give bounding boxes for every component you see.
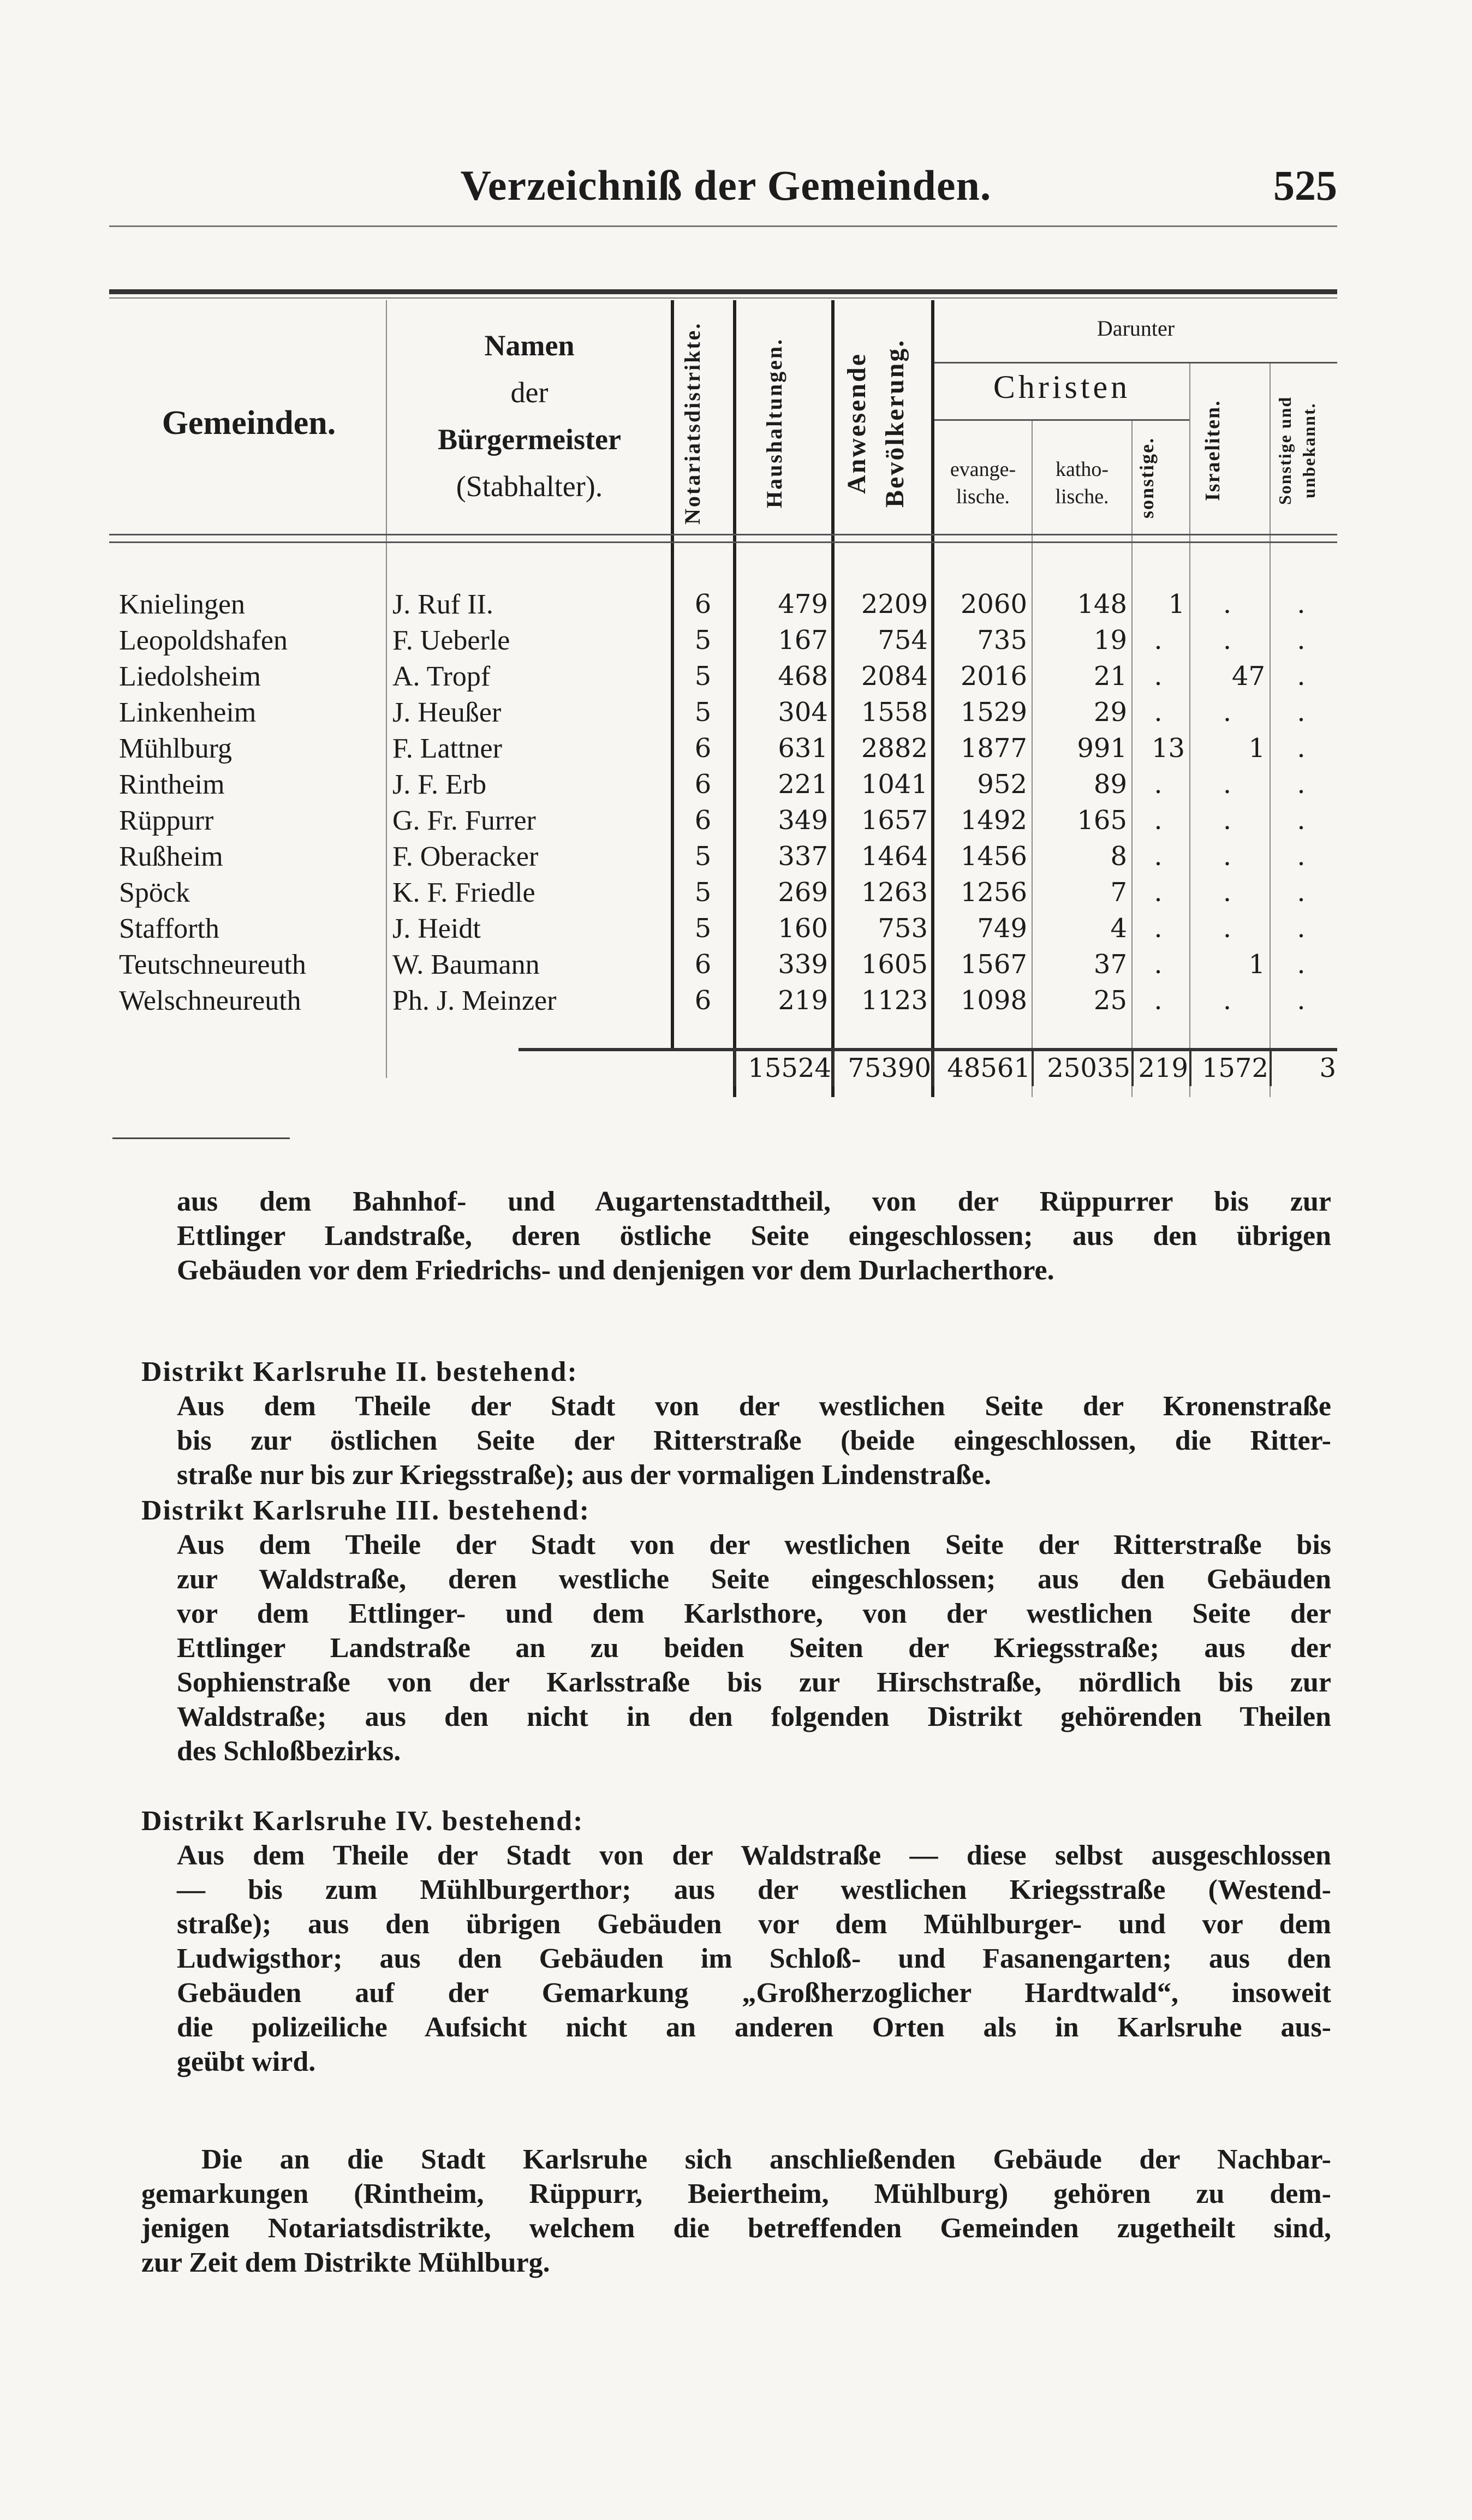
table-row <box>112 623 1337 658</box>
text-line: Sophienstraße von der Karlsstraße bis zur Hirschstraße, nördlich bis zur <box>177 1667 1331 1698</box>
cell-protestant: 1098 <box>960 985 1027 1016</box>
cell-israelites: 1 <box>1248 733 1265 764</box>
table-row <box>112 803 1337 838</box>
text-line: die polizeiliche Aufsicht nicht an anderen Orten als in Karlsruhe aus- <box>177 2012 1331 2043</box>
cell-households: 304 <box>778 697 828 728</box>
cell-municipality: Rüppurr <box>119 805 214 836</box>
table-top-rule-thin <box>109 297 1337 299</box>
cell-other-unknown: . <box>1297 949 1306 980</box>
cell-catholic: 21 <box>1093 661 1127 692</box>
district-heading: Distrikt Karlsruhe III. bestehend: <box>141 1495 591 1526</box>
cell-catholic: 148 <box>1077 589 1127 619</box>
header-rule <box>109 225 1337 227</box>
cell-notary-district: 5 <box>694 661 712 692</box>
cell-other-christian: 13 <box>1151 733 1185 764</box>
table-row <box>112 947 1337 982</box>
cell-notary-district: 5 <box>694 841 712 872</box>
cell-catholic: 19 <box>1093 625 1127 656</box>
header-bevoelkerung <box>838 317 928 529</box>
cell-population: 2882 <box>861 733 928 764</box>
table-row <box>112 983 1337 1018</box>
header-katholische <box>1033 456 1131 510</box>
cell-mayor: F. Oberacker <box>392 841 539 872</box>
district-paragraph <box>141 1804 1331 2079</box>
text-line: bis zur östlichen Seite der Ritterstraße (beide eingeschlossen, die Ritter- <box>177 1425 1331 1456</box>
cell-mayor: F. Ueberle <box>392 625 510 656</box>
cell-mayor: J. Ruf II. <box>392 589 493 620</box>
cell-municipality: Rintheim <box>119 769 225 800</box>
table-header-bottom-rule <box>109 534 1337 535</box>
cell-households: 219 <box>778 985 828 1016</box>
cell-other-unknown: . <box>1297 841 1306 872</box>
table-row <box>112 695 1337 730</box>
cell-mayor: K. F. Friedle <box>392 877 535 908</box>
text-line: Gebäuden auf der Gemarkung „Großherzoglicher Hardtwald“, insoweit <box>177 1977 1331 2009</box>
cell-notary-district: 5 <box>694 625 712 656</box>
cell-other-unknown: . <box>1297 589 1306 619</box>
cell-municipality: Spöck <box>119 877 190 908</box>
text-line: straße nur bis zur Kriegsstraße); aus der vormaligen Lindenstraße. <box>177 1459 992 1491</box>
cell-other-unknown: . <box>1297 877 1306 908</box>
cell-israelites: . <box>1223 985 1232 1016</box>
cell-municipality: Mühlburg <box>119 733 233 764</box>
cell-notary-district: 6 <box>694 805 712 836</box>
cell-municipality: Knielingen <box>119 589 246 620</box>
christen-rule <box>934 419 1189 421</box>
header-sonstige-unbekannt <box>1273 371 1334 529</box>
cell-population: 753 <box>878 913 928 944</box>
header-sonstige-unbekannt-line: unbekannt. <box>1299 402 1319 498</box>
totals-row <box>112 1051 1337 1086</box>
cell-population: 1464 <box>861 841 928 872</box>
text-line: gemarkungen (Rintheim, Rüppurr, Beiertheim, Mühlburg) gehören zu dem- <box>141 2178 1331 2209</box>
text-line: Aus dem Theile der Stadt von der westlichen Seite der Kronenstraße <box>177 1391 1331 1422</box>
table-row <box>112 839 1337 874</box>
cell-municipality: Linkenheim <box>119 697 257 728</box>
total-other-christian: 219 <box>1131 1051 1189 1086</box>
cell-notary-district: 6 <box>694 985 712 1016</box>
cell-other-christian: . <box>1154 913 1163 944</box>
header-sonstige-unbekannt-line: Sonstige und <box>1275 396 1295 505</box>
cell-mayor: A. Tropf <box>392 661 491 692</box>
cell-other-unknown: . <box>1297 661 1306 692</box>
cell-households: 339 <box>778 949 828 980</box>
table-row <box>112 767 1337 802</box>
cell-municipality: Welschneureuth <box>119 985 301 1016</box>
cell-other-christian: . <box>1154 661 1163 692</box>
cell-protestant: 1567 <box>960 949 1027 980</box>
table-row <box>112 659 1337 694</box>
cell-population: 754 <box>878 625 928 656</box>
header-israeliten: Israeliten. <box>1201 400 1224 501</box>
cell-municipality: Leopoldshafen <box>119 625 288 656</box>
paragraph <box>141 2142 1331 2280</box>
cell-population: 1263 <box>861 877 928 908</box>
cell-mayor: G. Fr. Furrer <box>392 805 536 836</box>
cell-population: 1558 <box>861 697 928 728</box>
text-line: zur Zeit dem Distrikte Mühlburg. <box>141 2247 550 2278</box>
cell-households: 479 <box>778 589 828 619</box>
cell-notary-district: 5 <box>694 697 712 728</box>
district-paragraph <box>141 1355 1331 1492</box>
cell-catholic: 8 <box>1110 841 1127 872</box>
footnote-rule <box>112 1137 290 1139</box>
text-line: des Schloßbezirks. <box>177 1736 401 1767</box>
paragraph <box>141 1184 1331 1288</box>
cell-protestant: 735 <box>977 625 1027 656</box>
header-sonstige: sonstige. <box>1136 437 1158 519</box>
header-namen <box>388 322 671 510</box>
cell-other-christian: . <box>1154 985 1163 1016</box>
cell-mayor: J. Heußer <box>392 697 502 728</box>
cell-mayor: J. F. Erb <box>392 769 487 800</box>
header-namen-line: (Stabhalter). <box>456 470 603 503</box>
cell-protestant: 749 <box>977 913 1027 944</box>
district-heading: Distrikt Karlsruhe II. bestehend: <box>141 1356 578 1387</box>
cell-other-unknown: . <box>1297 769 1306 800</box>
cell-israelites: 1 <box>1248 949 1265 980</box>
text-line: Die an die Stadt Karlsruhe sich anschließenden Gebäude der Nachbar- <box>201 2144 1331 2175</box>
cell-municipality: Liedolsheim <box>119 661 261 692</box>
cell-other-unknown: . <box>1297 697 1306 728</box>
text-line: aus dem Bahnhof- und Augartenstadttheil, von der Rüppurrer bis zur <box>177 1186 1331 1217</box>
cell-protestant: 1877 <box>960 733 1027 764</box>
cell-households: 337 <box>778 841 828 872</box>
cell-israelites: . <box>1223 769 1232 800</box>
header-namen-line: Bürgermeister <box>438 423 621 456</box>
text-line: Aus dem Theile der Stadt von der Waldstraße — diese selbst ausgeschlossen <box>177 1840 1331 1871</box>
cell-protestant: 1529 <box>960 697 1027 728</box>
header-evangelische <box>934 456 1032 510</box>
cell-mayor: W. Baumann <box>392 949 540 980</box>
header-evangelische-line: lische. <box>956 485 1010 508</box>
header-darunter: Darunter <box>1096 316 1175 341</box>
text-line: vor dem Ettlinger- und dem Karlsthore, von der westlichen Seite der <box>177 1598 1331 1629</box>
cell-notary-district: 5 <box>694 877 712 908</box>
cell-notary-district: 6 <box>694 733 712 764</box>
cell-households: 167 <box>778 625 828 656</box>
total-population: 75390 <box>832 1051 932 1086</box>
cell-other-christian: . <box>1154 625 1163 656</box>
darunter-rule <box>934 362 1337 364</box>
cell-israelites: . <box>1223 841 1232 872</box>
table-header-bottom-rule <box>109 541 1337 543</box>
header-christen: Christen <box>993 369 1131 405</box>
cell-municipality: Teutschneureuth <box>119 949 306 980</box>
cell-israelites: . <box>1223 805 1232 836</box>
cell-israelites: . <box>1223 913 1232 944</box>
cell-other-christian: . <box>1154 877 1163 908</box>
cell-other-unknown: . <box>1297 625 1306 656</box>
cell-catholic: 7 <box>1110 877 1127 908</box>
table-row <box>112 875 1337 910</box>
cell-catholic: 165 <box>1077 805 1127 836</box>
text-line: zur Waldstraße, deren westliche Seite eingeschlossen; aus den Gebäuden <box>177 1564 1331 1595</box>
total-israelites: 1572 <box>1189 1051 1270 1086</box>
cell-protestant: 1256 <box>960 877 1027 908</box>
cell-protestant: 1492 <box>960 805 1027 836</box>
cell-israelites: . <box>1223 877 1232 908</box>
cell-protestant: 2060 <box>960 589 1027 619</box>
cell-israelites: . <box>1223 697 1232 728</box>
district-paragraph <box>141 1493 1331 1768</box>
text-line: Aus dem Theile der Stadt von der westlichen Seite der Ritterstraße bis <box>177 1529 1331 1560</box>
cell-population: 1123 <box>861 985 928 1016</box>
cell-other-christian: . <box>1154 697 1163 728</box>
header-gemeinden: Gemeinden. <box>162 404 336 442</box>
table-row <box>112 731 1337 766</box>
cell-other-unknown: . <box>1297 805 1306 836</box>
cell-other-christian: . <box>1154 949 1163 980</box>
cell-mayor: J. Heidt <box>392 913 481 944</box>
cell-other-christian: . <box>1154 805 1163 836</box>
header-katholische-line: lische. <box>1055 485 1109 508</box>
cell-catholic: 991 <box>1077 733 1127 764</box>
cell-israelites: . <box>1223 589 1232 619</box>
cell-protestant: 952 <box>977 769 1027 800</box>
cell-population: 1041 <box>861 769 928 800</box>
cell-population: 1657 <box>861 805 928 836</box>
text-line: jenigen Notariatsdistrikte, welchem die betreffenden Gemeinden zugetheilt sind, <box>141 2213 1331 2244</box>
table-top-rule <box>109 289 1337 294</box>
text-line: Ludwigsthor; aus den Gebäuden im Schloß- und Fasanengarten; aus den <box>177 1943 1331 1974</box>
cell-other-christian: 1 <box>1168 589 1185 619</box>
cell-municipality: Rußheim <box>119 841 223 872</box>
text-line: Ettlinger Landstraße an zu beiden Seiten der Kriegsstraße; aus der <box>177 1633 1331 1664</box>
header-bevoelkerung-line: Bevölkerung. <box>880 338 909 508</box>
header-namen-line: der <box>510 376 549 409</box>
cell-catholic: 37 <box>1093 949 1127 980</box>
cell-households: 269 <box>778 877 828 908</box>
text-line: — bis zum Mühlburgerthor; aus der westlichen Kriegsstraße (Westend- <box>177 1874 1331 1905</box>
cell-other-unknown: . <box>1297 733 1306 764</box>
table-row <box>112 587 1337 622</box>
cell-protestant: 1456 <box>960 841 1027 872</box>
cell-notary-district: 6 <box>694 769 712 800</box>
cell-mayor: Ph. J. Meinzer <box>392 985 557 1016</box>
cell-notary-district: 5 <box>694 913 712 944</box>
cell-households: 631 <box>778 733 828 764</box>
cell-notary-district: 6 <box>694 949 712 980</box>
cell-other-christian: . <box>1154 769 1163 800</box>
district-heading: Distrikt Karlsruhe IV. bestehend: <box>141 1806 584 1837</box>
header-notariatsdistrikte: Notariatsdistrikte. <box>680 321 705 525</box>
cell-catholic: 25 <box>1093 985 1127 1016</box>
cell-protestant: 2016 <box>960 661 1027 692</box>
header-evangelische-line: evange- <box>950 458 1016 481</box>
text-line: straße); aus den übrigen Gebäuden vor dem Mühlburger- und vor dem <box>177 1909 1331 1940</box>
total-other-unknown: 3 <box>1270 1051 1337 1086</box>
cell-israelites: . <box>1223 625 1232 656</box>
cell-municipality: Stafforth <box>119 913 219 944</box>
page-number: 525 <box>1273 162 1337 209</box>
cell-population: 2084 <box>861 661 928 692</box>
cell-households: 349 <box>778 805 828 836</box>
total-households: 15524 <box>734 1051 832 1086</box>
text-line: Ettlinger Landstraße, deren östliche Seite eingeschlossen; aus den übrigen <box>177 1220 1331 1252</box>
header-bevoelkerung-line: Anwesende <box>842 352 871 494</box>
total-protestant: 48561 <box>932 1051 1032 1086</box>
cell-households: 221 <box>778 769 828 800</box>
running-header-title: Verzeichniß der Gemeinden. <box>460 162 992 209</box>
cell-notary-district: 6 <box>694 589 712 619</box>
table-row <box>112 911 1337 946</box>
cell-households: 160 <box>778 913 828 944</box>
cell-population: 1605 <box>861 949 928 980</box>
cell-other-christian: . <box>1154 841 1163 872</box>
header-haushaltungen: Haushaltungen. <box>762 337 786 509</box>
cell-catholic: 29 <box>1093 697 1127 728</box>
cell-population: 2209 <box>861 589 928 619</box>
cell-catholic: 4 <box>1110 913 1127 944</box>
header-katholische-line: katho- <box>1055 458 1109 481</box>
cell-other-unknown: . <box>1297 985 1306 1016</box>
cell-israelites: 47 <box>1231 661 1265 692</box>
cell-mayor: F. Lattner <box>392 733 502 764</box>
total-catholic: 25035 <box>1032 1051 1131 1086</box>
cell-catholic: 89 <box>1093 769 1127 800</box>
cell-households: 468 <box>778 661 828 692</box>
text-line: Gebäuden vor dem Friedrichs- und denjenigen vor dem Durlacherthore. <box>177 1255 1054 1286</box>
text-line: geübt wird. <box>177 2046 316 2077</box>
header-namen-line: Namen <box>484 329 575 362</box>
cell-other-unknown: . <box>1297 913 1306 944</box>
text-line: Waldstraße; aus den nicht in den folgenden Distrikt gehörenden Theilen <box>177 1701 1331 1732</box>
